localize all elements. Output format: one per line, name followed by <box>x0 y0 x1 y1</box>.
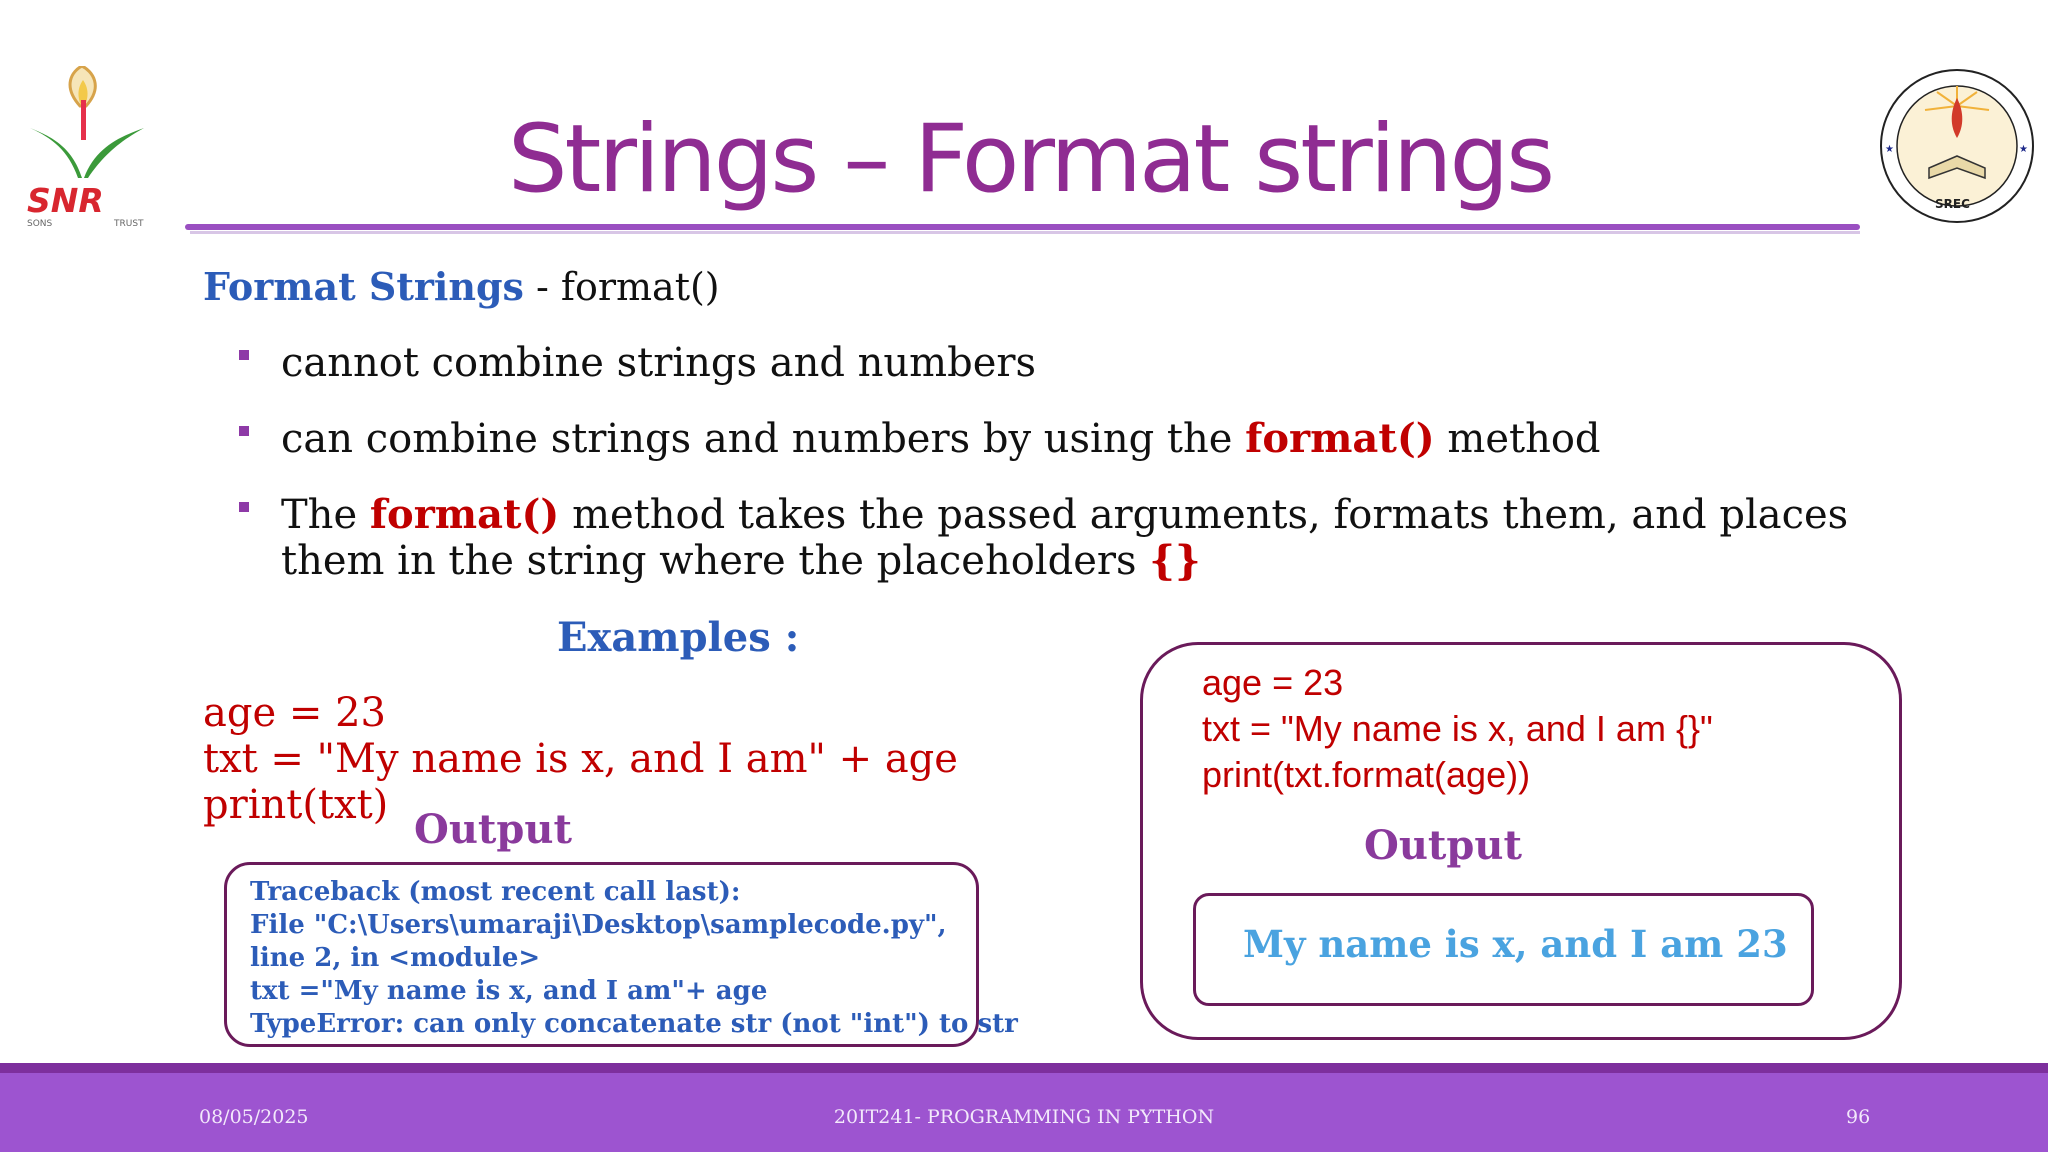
footer-date: 08/05/2025 <box>199 1106 309 1128</box>
code-line: print(txt.format(age)) <box>1202 754 1531 795</box>
keyword-placeholder: {} <box>1149 537 1201 584</box>
title-underline-shadow <box>190 231 1860 234</box>
snr-logo-icon <box>22 66 152 226</box>
svg-text:★: ★ <box>1885 144 1894 155</box>
srec-text: SREC <box>1935 197 1970 211</box>
error-line: File "C:\Users\umaraji\Desktop\samplecode.py", <box>250 910 947 940</box>
left-output-label: Output <box>414 806 572 853</box>
code-line: txt = "My name is x, and I am" + age <box>203 736 958 782</box>
error-line: line 2, in <module> <box>250 943 541 973</box>
examples-heading: Examples : <box>557 614 800 661</box>
keyword-format: format() <box>1245 415 1435 462</box>
code-line: age = 23 <box>1202 662 1344 703</box>
code-line: txt = "My name is x, and I am {}" <box>1202 708 1713 749</box>
intro-highlight: Format Strings <box>203 264 524 309</box>
bullet-marker <box>239 350 249 360</box>
intro-line <box>203 264 720 309</box>
intro-rest: - format() <box>523 265 720 309</box>
footer-accent-bar <box>0 1063 2048 1073</box>
code-line: print(txt) <box>203 782 389 828</box>
svg-text:TRUST: TRUST <box>114 219 144 226</box>
footer-course: 20IT241- PROGRAMMING IN PYTHON <box>833 1106 1215 1128</box>
bullet-item: can combine strings and numbers by using the format() method <box>281 415 1601 462</box>
error-line: TypeError: can only concatenate str (not "int") to str <box>250 1009 1018 1039</box>
error-output-text <box>250 876 1018 1041</box>
svg-text:SONS: SONS <box>27 219 53 226</box>
bullet-marker <box>239 502 249 512</box>
title-underline <box>185 224 1860 230</box>
bullet-item: The format() method takes the passed arguments, formats them, and places them in the string where the placeholders {} <box>281 491 1849 584</box>
error-line: Traceback (most recent call last): <box>250 877 741 907</box>
snr-logo-text: SNR <box>27 181 104 220</box>
result-output-text: My name is x, and I am 23 <box>1243 922 1788 966</box>
error-line: txt ="My name is x, and I am"+ age <box>250 976 768 1006</box>
code-line: age = 23 <box>203 690 386 736</box>
keyword-format: format() <box>369 491 560 538</box>
bullet-marker <box>239 426 249 436</box>
right-code-block <box>1202 660 1713 798</box>
footer-page-number: 96 <box>1846 1106 1871 1128</box>
page-title: Strings – Format strings <box>507 105 1553 214</box>
left-code-block <box>203 690 958 828</box>
srec-emblem-icon <box>1877 66 2037 226</box>
svg-text:★: ★ <box>2019 144 2028 155</box>
right-output-label: Output <box>1364 822 1522 869</box>
bullet-item: cannot combine strings and numbers <box>281 340 1037 386</box>
